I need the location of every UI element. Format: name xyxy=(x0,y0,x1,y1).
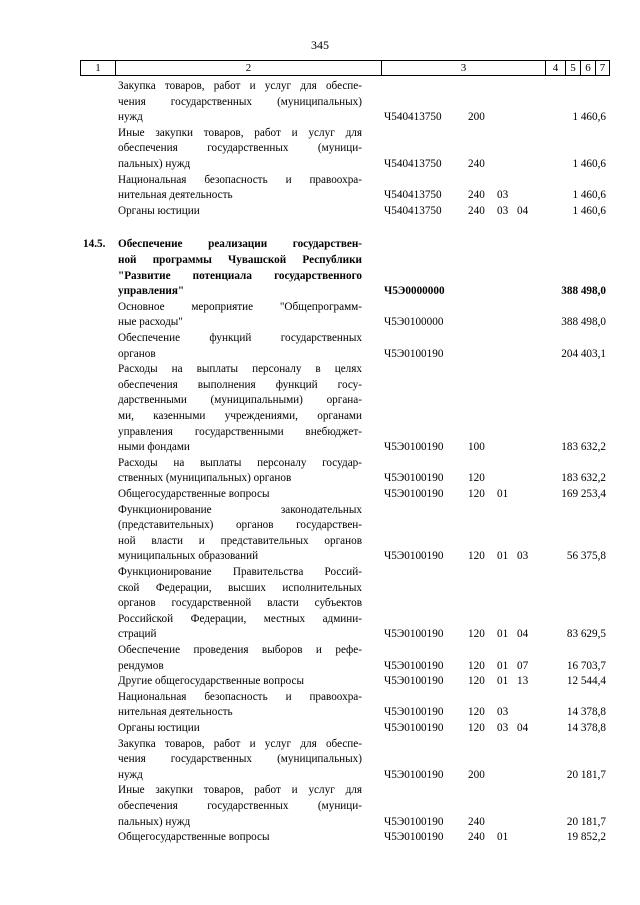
section-code-line: 03 xyxy=(497,204,509,217)
amount-line: 14 378,8 xyxy=(566,706,606,719)
expense-type-code-line: 240 xyxy=(468,189,485,202)
expense-type-code-line: 120 xyxy=(468,488,485,500)
amount-line: 204 403,1 xyxy=(561,347,606,360)
amount-line: 183 632,2 xyxy=(561,441,606,454)
header-col-6: 6 xyxy=(585,62,591,74)
target-article-code-line: Ч5Э0100190 xyxy=(384,831,444,844)
expense-type-code-line: 240 xyxy=(468,158,485,170)
header-col-3: 3 xyxy=(460,62,467,74)
target-article-code-line: Ч540413750 xyxy=(384,111,442,124)
target-article-code-line: Ч5Э0100190 xyxy=(384,472,444,485)
amount-line: 388 498,0 xyxy=(561,316,606,329)
description-line: страций xyxy=(118,628,157,641)
expense-type-code-line: 120 xyxy=(468,550,485,563)
expense-type-code-line: 120 xyxy=(468,706,485,719)
expense-type-code-line: 240 xyxy=(468,204,485,217)
description-line: пальных) нужд xyxy=(118,158,191,170)
target-article-code-line: Ч5Э0000000 xyxy=(384,285,445,298)
amount-line: 1 460,6 xyxy=(572,204,606,217)
section-code-line: 03 xyxy=(497,722,509,734)
row-number-line: 14.5. xyxy=(83,238,106,251)
description-line: нужд xyxy=(118,768,143,781)
amount-line: 169 253,4 xyxy=(561,488,606,500)
section-code-line: 01 xyxy=(497,831,509,844)
amount-line: 183 632,2 xyxy=(561,472,606,485)
description-line: управления государственными внебюджет- xyxy=(118,425,362,438)
header-col-1: 1 xyxy=(95,62,101,74)
description-line: Расходы на выплаты персоналу в целях xyxy=(118,363,362,376)
amount-line: 388 498,0 xyxy=(561,285,606,298)
amount-line: 1 460,6 xyxy=(572,111,606,124)
expense-type-code-line: 240 xyxy=(468,815,485,828)
header-col-5: 5 xyxy=(570,62,576,74)
expense-type-code-line: 100 xyxy=(468,441,485,454)
description-line: Органы юстиции xyxy=(118,722,200,734)
section-code-line: 01 xyxy=(497,550,509,563)
section-code-line: 03 xyxy=(497,189,509,202)
target-article-code-line: Ч5Э0100190 xyxy=(384,347,444,360)
description-line: Общегосударственные вопросы xyxy=(118,831,270,844)
target-article-code-line: Ч540413750 xyxy=(384,189,442,202)
description-line: нительная деятельность xyxy=(118,189,233,202)
description-line: Обеспечение проведения выборов и рефе- xyxy=(118,644,362,656)
target-article-code-line: Ч5Э0100000 xyxy=(384,316,444,329)
description-line: обеспечения государственных (муници- xyxy=(118,800,362,812)
target-article-code-line: Ч5Э0100190 xyxy=(384,722,444,734)
subsection-code-line: 13 xyxy=(517,675,529,688)
subsection-code-line: 04 xyxy=(517,628,529,641)
subsection-code-line: 03 xyxy=(517,550,529,563)
description-line: нужд xyxy=(118,111,143,124)
description-line: ной программы Чувашской Республики xyxy=(118,254,362,266)
subsection-code-line: 04 xyxy=(517,722,529,734)
description-line: Обеспечение функций государственных xyxy=(118,332,362,344)
description-line: Закупка товаров, работ и услуг для обеспе- xyxy=(118,737,362,750)
target-article-code-line: Ч5Э0100190 xyxy=(384,815,444,828)
section-code-line: 03 xyxy=(497,706,509,719)
description-line: чения государственных (муниципальных) xyxy=(118,753,362,766)
target-article-code-line: Ч5Э0100190 xyxy=(384,441,444,454)
description-line: Иные закупки товаров, работ и услуг для xyxy=(118,126,362,139)
table-header xyxy=(80,60,610,76)
expense-type-code-line: 200 xyxy=(468,768,485,781)
amount-line: 14 378,8 xyxy=(566,722,606,734)
description-line: органов государственной власти субъектов xyxy=(118,597,362,610)
description-line: муниципальных образований xyxy=(118,550,259,563)
amount-line: 83 629,5 xyxy=(566,628,606,641)
description-line: Общегосударственные вопросы xyxy=(118,488,270,500)
amount-line: 20 181,7 xyxy=(566,815,606,828)
section-code-line: 01 xyxy=(497,488,509,500)
target-article-code-line: Ч5Э0100190 xyxy=(384,550,444,563)
expense-type-code-line: 240 xyxy=(468,831,485,844)
target-article-code-line: Ч5Э0100190 xyxy=(384,659,444,672)
description-line: обеспечения выполнения функций госу- xyxy=(118,378,362,391)
description-line: Основное мероприятие "Общепрограмм- xyxy=(118,300,362,313)
header-col-4: 4 xyxy=(552,62,559,74)
description-line: органов xyxy=(118,347,156,360)
expense-type-code-line: 200 xyxy=(468,111,485,124)
description-line: Функционирование законодательных xyxy=(118,503,362,516)
description-line: (представительных) органов государствен- xyxy=(118,519,362,532)
section-code-line: 01 xyxy=(497,628,509,641)
description-line: Закупка товаров, работ и услуг для обеспе- xyxy=(118,80,362,92)
description-line: Иные закупки товаров, работ и услуг для xyxy=(118,784,362,797)
target-article-code-line: Ч5Э0100190 xyxy=(384,768,444,781)
page-number: 345 xyxy=(311,38,329,52)
description-line: "Развитие потенциала государственного xyxy=(118,269,362,282)
description-line: нительная деятельность xyxy=(118,706,233,719)
expense-type-code-line: 120 xyxy=(468,659,485,672)
description-line: управления" xyxy=(118,285,185,298)
description-line: ными фондами xyxy=(118,441,190,454)
subsection-code-line: 07 xyxy=(517,659,529,672)
description-line: ственных (муниципальных) органов xyxy=(118,472,292,485)
section-code-line: 01 xyxy=(497,675,509,688)
amount-line: 19 852,2 xyxy=(566,831,606,844)
target-article-code-line: Ч540413750 xyxy=(384,204,442,217)
description-line: Российской Федерации, местных админи- xyxy=(118,612,362,625)
description-line: Расходы на выплаты персоналу государ- xyxy=(118,456,362,469)
expense-type-code-line: 120 xyxy=(468,722,485,734)
section-code-line: 01 xyxy=(497,659,509,672)
expense-type-code-line: 120 xyxy=(468,472,485,485)
description-line: пальных) нужд xyxy=(118,815,191,828)
target-article-code-line: Ч5Э0100190 xyxy=(384,488,444,500)
expense-type-code-line: 120 xyxy=(468,628,485,641)
description-line: Функционирование Правительства Россий- xyxy=(118,566,362,578)
description-line: Обеспечение реализации государствен- xyxy=(118,238,362,251)
amount-line: 1 460,6 xyxy=(572,158,606,170)
amount-line: 12 544,4 xyxy=(566,675,606,688)
target-article-code-line: Ч5Э0100190 xyxy=(384,628,444,641)
target-article-code-line: Ч540413750 xyxy=(384,158,442,170)
description-line: дарственными (муниципальными) органа- xyxy=(118,394,362,407)
amount-line: 16 703,7 xyxy=(566,659,606,672)
subsection-code-line: 04 xyxy=(517,204,529,217)
amount-line: 20 181,7 xyxy=(566,768,606,781)
header-col-7: 7 xyxy=(599,62,606,74)
description-line: Органы юстиции xyxy=(118,204,200,217)
target-article-code-line: Ч5Э0100190 xyxy=(384,675,444,688)
description-line: ной власти и представительных органов xyxy=(118,534,362,547)
description-line: ные расходы" xyxy=(118,316,183,329)
description-line: чения государственных (муниципальных) xyxy=(118,95,362,108)
amount-line: 56 375,8 xyxy=(566,550,606,563)
header-col-2: 2 xyxy=(245,62,252,74)
description-line: ской Федерации, высших исполнительных xyxy=(118,581,362,594)
description-line: Другие общегосударственные вопросы xyxy=(118,675,305,688)
description-line: рендумов xyxy=(118,659,164,672)
description-line: обеспечения государственных (муници- xyxy=(118,142,362,155)
amount-line: 1 460,6 xyxy=(572,189,606,202)
expense-type-code-line: 120 xyxy=(468,675,485,688)
target-article-code-line: Ч5Э0100190 xyxy=(384,706,444,719)
description-line: Национальная безопасность и правоохра- xyxy=(118,173,362,186)
description-line: Национальная безопасность и правоохра- xyxy=(118,690,362,703)
description-line: ми, казенными учреждениями, органами xyxy=(118,410,362,422)
